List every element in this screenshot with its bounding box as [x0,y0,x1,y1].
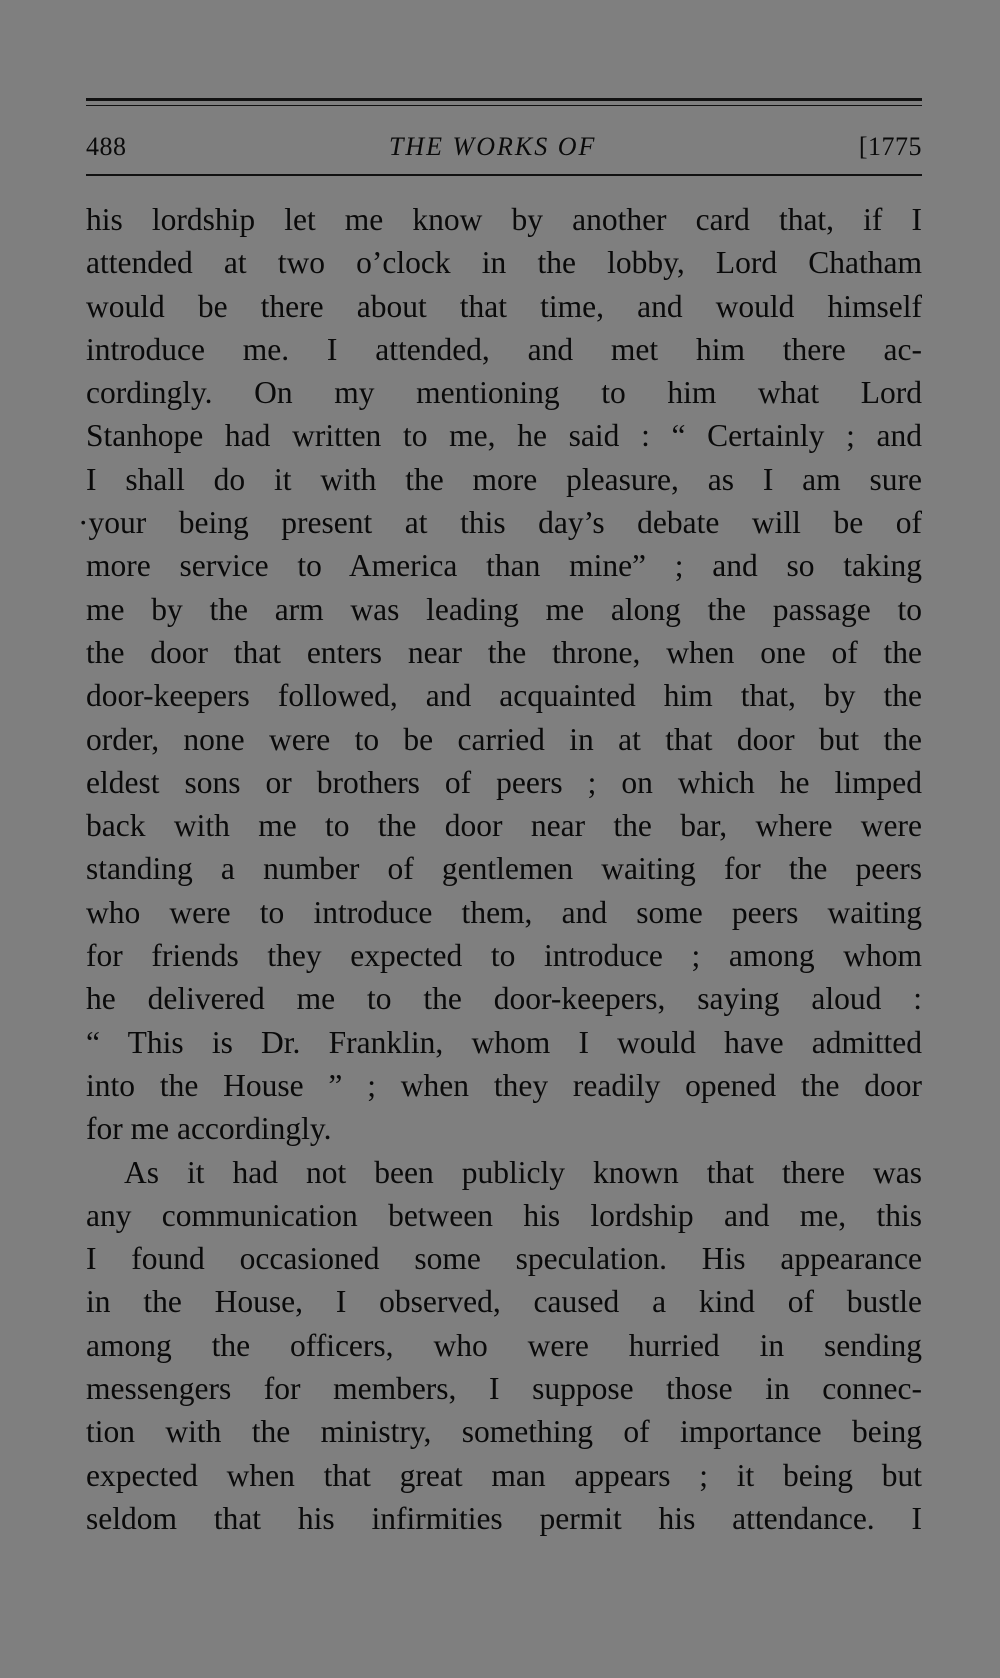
text-line: seldom that his infirmities permit his attendance. I [86,1500,922,1536]
text-line: eldest sons or brothers of peers ; on which he limped [86,764,922,800]
text-line: cordingly. On my mentioning to him what Lord [86,375,922,411]
text-line: would be there about that time, and would himself [86,288,922,324]
text-line: who were to introduce them, and some peers waiting [86,894,922,930]
text-line: the door that enters near the throne, when one of the [86,634,922,670]
book-page [78,98,922,1540]
text-line: he delivered me to the door-keepers, saying aloud : [86,981,922,1017]
paragraph-2 [86,1151,922,1541]
text-line: tion with the ministry, something of importance being [86,1414,922,1450]
text-line: me by the arm was leading me along the passage to [86,591,922,627]
text-line: more service to America than mine” ; and so taking [86,548,922,584]
text-line: any communication between his lordship and me, this [86,1197,922,1233]
text-line: messengers for members, I suppose those in connec- [86,1371,922,1407]
text-line: for friends they expected to introduce ; among whom [86,938,922,974]
page-number: 488 [86,132,127,161]
text-line: introduce me. I attended, and met him there ac- [86,331,922,367]
text-line: “ This is Dr. Franklin, whom I would have admitted [86,1024,922,1060]
paragraph-1 [78,198,922,1151]
header-rule-thick [86,98,922,101]
text-line: among the officers, who were hurried in sending [86,1327,922,1363]
text-line: I shall do it with the more pleasure, as I am sure [86,461,922,497]
text-line: in the House, I observed, caused a kind of bustle [86,1284,922,1320]
text-line: As it had not been publicly known that there was [124,1154,922,1190]
body-text [78,198,922,1540]
running-title: THE WORKS OF [388,132,597,161]
text-line: into the House ” ; when they readily opened the door [86,1067,922,1103]
text-line: ·your being present at this day’s debate will be of [78,505,922,541]
text-line: standing a number of gentlemen waiting for the peers [86,851,922,887]
text-line: for me accordingly. [86,1111,332,1147]
text-line: expected when that great man appears ; it being but [86,1457,922,1493]
running-head-rule [86,174,922,176]
header-rule-thin [86,105,922,106]
text-line: I found occasioned some speculation. His appearance [86,1241,922,1277]
text-line: attended at two o’clock in the lobby, Lord Chatham [86,245,922,281]
text-line: Stanhope had written to me, he said : “ Certainly ; and [86,418,922,454]
year-marker: [1775 [858,132,922,161]
text-line: door-keepers followed, and acquainted him that, by the [86,678,922,714]
text-line: order, none were to be carried in at that door but the [86,721,922,757]
text-line: back with me to the door near the bar, where were [86,808,922,844]
running-head [86,132,922,172]
text-line: his lordship let me know by another card that, if I [86,202,922,237]
